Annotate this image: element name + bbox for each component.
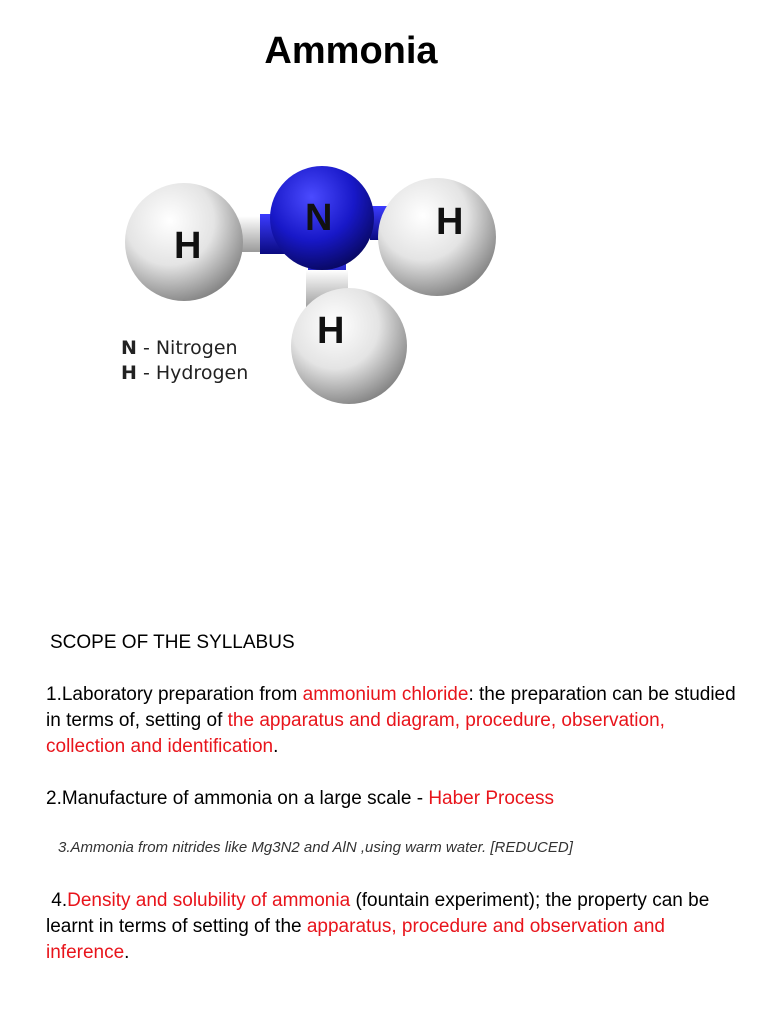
syllabus-heading: SCOPE OF THE SYLLABUS bbox=[50, 632, 295, 653]
legend-nitrogen: N - Nitrogen bbox=[121, 337, 238, 359]
page-title: Ammonia bbox=[264, 30, 438, 72]
label-h-left: H bbox=[174, 225, 202, 267]
syllabus-item-4: 4.Density and solubility of ammonia (fountain experiment); the property can be learnt in terms of setting of the apparatus, procedure and observation and inference. bbox=[46, 890, 710, 963]
molecule-legend bbox=[121, 336, 248, 386]
label-h-right: H bbox=[436, 201, 464, 243]
legend-hydrogen: H - Hydrogen bbox=[121, 362, 249, 384]
syllabus-item-3: 3.Ammonia from nitrides like Mg3N2 and AlN ,using warm water. [REDUCED] bbox=[58, 839, 573, 856]
label-h-bottom: H bbox=[317, 310, 345, 352]
syllabus-item-2: 2.Manufacture of ammonia on a large scale - Haber Process bbox=[46, 788, 554, 809]
label-n: N bbox=[305, 197, 333, 239]
syllabus-item-1: 1.Laboratory preparation from ammonium chloride: the preparation can be studied in terms of, setting of the apparatus and diagram, procedure, observation, collection and identification. bbox=[46, 684, 736, 757]
hydrogen-atom-bottom bbox=[291, 288, 407, 404]
